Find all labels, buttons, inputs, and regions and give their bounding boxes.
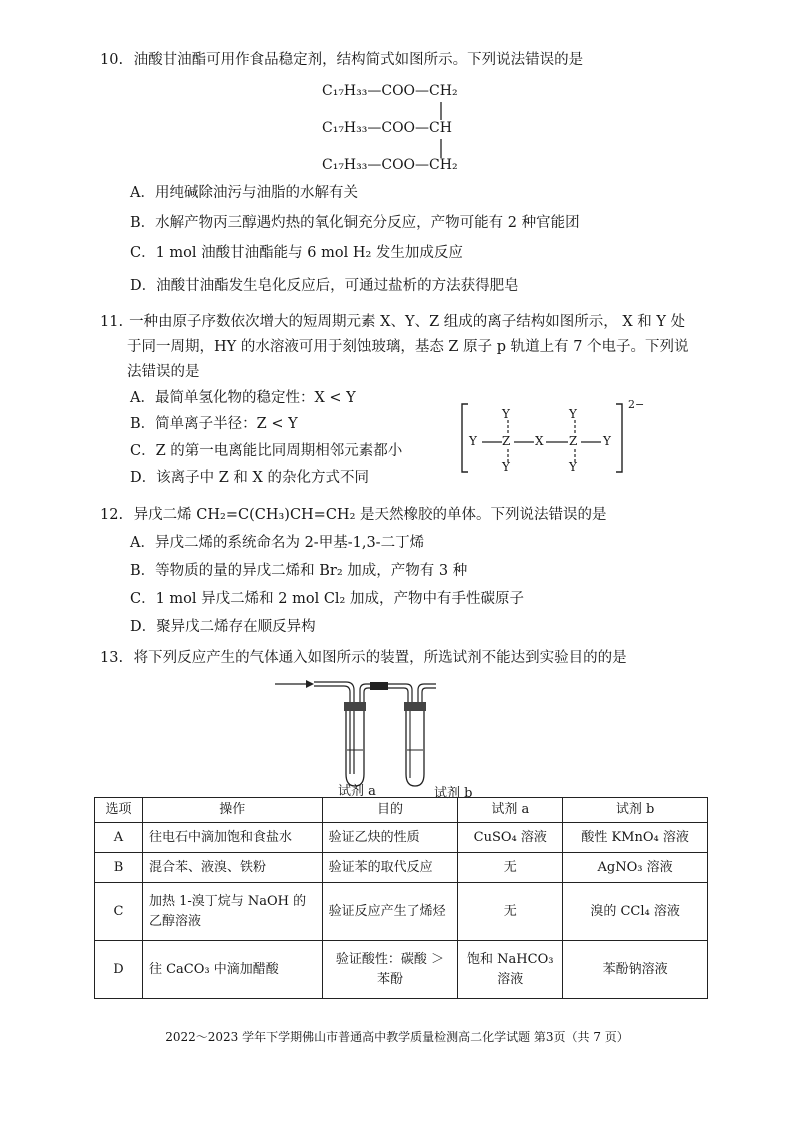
table-row	[95, 941, 708, 999]
table-cell: 溴的 CCl₄ 溶液	[563, 883, 708, 941]
ion-atom-y: Y	[469, 434, 477, 448]
structure-row-2: C₁₇H₃₃—COO—CH	[322, 120, 452, 136]
experiment-table	[94, 797, 708, 999]
gas-apparatus-diagram	[270, 674, 470, 792]
ion-atom-y: Y	[569, 460, 577, 474]
question-12-number: 12.	[100, 507, 124, 523]
table-cell: 加热 1-溴丁烷与 NaOH 的乙醇溶液	[142, 883, 322, 941]
ion-atom-y: Y	[603, 434, 611, 448]
question-11-number: 11.	[100, 314, 124, 330]
reagent-a-label: 试剂 a	[338, 784, 376, 799]
table-cell: 酸性 KMnO₄ 溶液	[563, 823, 708, 853]
structure-bonds	[430, 98, 450, 168]
table-cell: 往电石中滴加饱和食盐水	[142, 823, 322, 853]
question-12-option-b: B．等物质的量的异戊二烯和 Br₂ 加成，产物有 3 种	[130, 563, 468, 579]
ion-charge: 2−	[628, 398, 645, 411]
question-12-option-a: A．异戊二烯的系统命名为 2-甲基-1,3-二丁烯	[130, 535, 425, 551]
table-cell: 验证酸性：碳酸 ＞ 苯酚	[322, 941, 458, 999]
table-cell: 饱和 NaHCO₃ 溶液	[458, 941, 563, 999]
table-cell: D	[95, 941, 143, 999]
table-header: 操作	[142, 798, 322, 823]
question-11-option-d: D．该离子中 Z 和 X 的杂化方式不同	[130, 470, 369, 486]
table-row	[95, 853, 708, 883]
question-11-option-c: C．Z 的第一电离能比同周期相邻元素都小	[130, 443, 403, 459]
structure-row-3: C₁₇H₃₃—COO—CH₂	[322, 157, 458, 173]
question-10-text: 油酸甘油酯可用作食品稳定剂，结构简式如图所示。下列说法错误的是	[133, 52, 584, 68]
table-cell: AgNO₃ 溶液	[563, 853, 708, 883]
question-13-number: 13.	[100, 650, 124, 666]
table-cell: 往 CaCO₃ 中滴加醋酸	[142, 941, 322, 999]
table-header: 选项	[95, 798, 143, 823]
table-header: 目的	[322, 798, 458, 823]
question-13-text: 将下列反应产生的气体通入如图所示的装置，所选试剂不能达到实验目的的是	[133, 650, 627, 666]
table-cell: 验证苯的取代反应	[322, 853, 458, 883]
question-10-number: 10.	[100, 52, 124, 68]
table-cell: C	[95, 883, 143, 941]
table-cell: CuSO₄ 溶液	[458, 823, 563, 853]
table-cell: B	[95, 853, 143, 883]
question-10-option-d: D．油酸甘油酯发生皂化反应后，可通过盐析的方法获得肥皂	[130, 278, 519, 294]
ion-atom-y: Y	[502, 460, 510, 474]
question-13-stem	[100, 648, 627, 669]
question-12-text: 异戊二烯 CH₂=C(CH₃)CH=CH₂ 是天然橡胶的单体。下列说法错误的是	[133, 507, 607, 523]
question-10-option-c: C．1 mol 油酸甘油酯能与 6 mol H₂ 发生加成反应	[130, 245, 463, 261]
table-cell: 验证乙炔的性质	[322, 823, 458, 853]
table-cell: 混合苯、液溴、铁粉	[142, 853, 322, 883]
page-footer: 2022～2023 学年下学期佛山市普通高中教学质量检测高二化学试题 第3页（共 7 页）	[165, 1030, 629, 1044]
reagent-b-label: 试剂 b	[434, 786, 473, 801]
table-header-row	[95, 798, 708, 823]
structure-row-1: C₁₇H₃₃—COO—CH₂	[322, 83, 458, 99]
question-10-option-a: A．用纯碱除油污与油脂的水解有关	[130, 185, 358, 201]
question-12-stem	[100, 505, 607, 526]
table-header: 试剂 b	[563, 798, 708, 823]
question-10-stem	[100, 50, 720, 71]
table-cell: A	[95, 823, 143, 853]
ion-atom-z: Z	[502, 434, 511, 448]
question-11-stem: 11. 一种由原子序数依次增大的短周期元素 X、Y、Z 组成的离子结构如图所示， X 和 Y 处 于同一周期，HY 的水溶液可用于刻蚀玻璃，基态 Z 原子 p 轨道上有 7 个电子。下列说 法错误的是	[100, 314, 689, 380]
question-10-option-b: B．水解产物丙三醇遇灼热的氧化铜充分反应，产物可能有 2 种官能团	[130, 215, 580, 231]
table-cell: 无	[458, 853, 563, 883]
table-row	[95, 883, 708, 941]
ion-atom-z: Z	[569, 434, 578, 448]
table-cell: 无	[458, 883, 563, 941]
question-12-option-d: D．聚异戊二烯存在顺反异构	[130, 619, 316, 635]
table-cell: 验证反应产生了烯烃	[322, 883, 458, 941]
table-row	[95, 823, 708, 853]
question-11-option-a: A．最简单氢化物的稳定性：X < Y	[130, 390, 356, 406]
table-cell: 苯酚钠溶液	[563, 941, 708, 999]
question-12-option-c: C．1 mol 异戊二烯和 2 mol Cl₂ 加成，产物中有手性碳原子	[130, 591, 524, 607]
ion-atom-y: Y	[569, 407, 577, 421]
question-11-option-b: B．简单离子半径：Z < Y	[130, 416, 298, 432]
ion-atom-y: Y	[502, 407, 510, 421]
ion-atom-x: X	[535, 434, 544, 448]
table-header: 试剂 a	[458, 798, 563, 823]
